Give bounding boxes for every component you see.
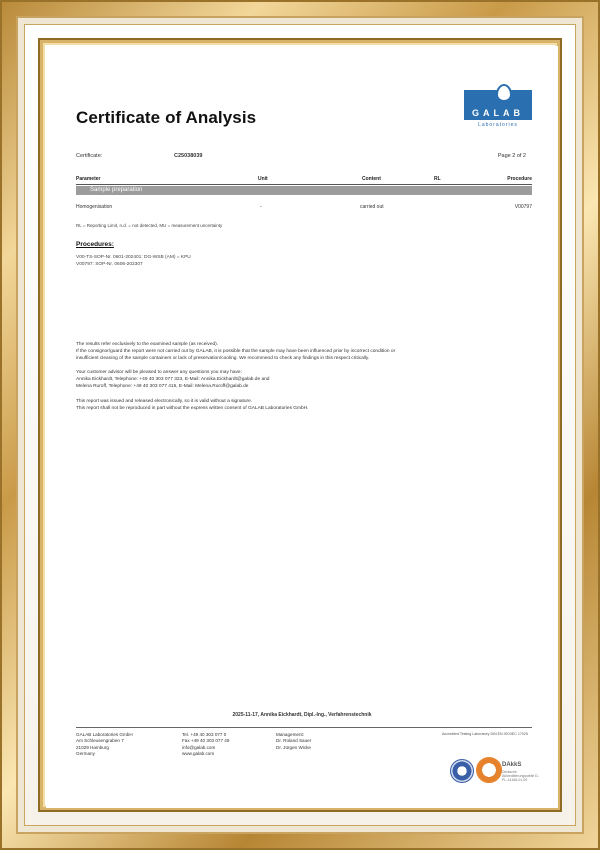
section-sample-preparation: Sample preparation (76, 186, 532, 195)
certificate-number: C25038039 (174, 153, 203, 159)
footer-line: 21029 Hamburg (76, 744, 109, 750)
header-content: Content (362, 176, 381, 182)
dakks-seal-icon (476, 757, 502, 783)
cell-parameter: Homogenisation (76, 204, 113, 210)
footer-management (276, 732, 311, 751)
accreditation-text: Accredited Testing Laboratory DIN EN ISO/IEC 17025 (442, 732, 528, 736)
footer-line: Fax +49 40 303 077 49 (182, 738, 230, 744)
body-text-line: If the consignor/guard the report were not carried out by GALAB, it is possible that the sample may have been influenced prior by incorrect condition or (76, 349, 396, 354)
certificate-paper (46, 46, 558, 808)
footer-line: www.galab.com (182, 751, 215, 757)
table-row (76, 204, 532, 211)
signature-line: 2025-11-17, Annika Eickhardt, Dipl.-Ing., Verfahrenstechnik (232, 712, 372, 718)
footer-divider (76, 727, 532, 728)
page-number: Page 2 of 2 (497, 153, 526, 159)
body-text-line: This report was issued and released electronically, so it is valid without a signature. (76, 399, 253, 404)
logo-drop-icon (496, 84, 512, 102)
rl-note: RL = Reporting Limit, n.d. = not detected, MU = measurement uncertainty (76, 223, 223, 228)
procedure-line: V00797: SOP-Nr. 0606-202307 (76, 262, 143, 267)
header-procedure: Procedure (507, 176, 532, 182)
document-title: Certificate of Analysis (76, 108, 257, 127)
footer-address (76, 732, 133, 758)
table-header (76, 176, 532, 185)
footer-line: Dr. Jürgen Wicke (276, 744, 311, 750)
certificate-label: Certificate: (76, 153, 103, 159)
header-unit: Unit (258, 176, 268, 182)
footer-line: GALAB Laboratories GmbH (76, 732, 133, 737)
cell-unit: - (260, 204, 262, 210)
body-text-line: Melena Ruroff, Telephone: +49 40 303 077 415, E-Mail: Melena.Ruroff@galab.de (76, 384, 249, 389)
footer-line: Am Schleusengraben 7 (76, 738, 124, 744)
galab-logo (460, 84, 532, 129)
logo-subtitle: Laboratories (478, 122, 518, 128)
body-text-line: The results refer exclusively to the examined sample (as received). (76, 342, 219, 347)
body-text-line: This report shall not be reproduced in part without the express written consent of GALAB Laboratories GmbH. (76, 406, 309, 411)
certification-seal-icon (450, 759, 474, 783)
header-rl: RL (434, 176, 441, 182)
cell-content: carried out (360, 204, 384, 210)
footer-contact (182, 732, 229, 758)
footer-line: Management: (276, 732, 305, 737)
procedure-line: V00-TS-SOP-Nr. 0601-202401: DG-WSB (AM) = KPU (76, 255, 191, 260)
body-text-line: insufficient cleaning of the sample containers or lack of preservation/cooling. We recommend to check any findings in this respect critically. (76, 356, 370, 361)
footer-line: Tel. +49 40 303 077 0 (182, 732, 227, 737)
logo-name: GALAB (472, 108, 524, 118)
dakks-label: DAkkS (502, 762, 522, 768)
footer-line: Germany (76, 751, 95, 757)
body-text-line: Your customer advisor will be pleased to answer any questions you may have: (76, 370, 242, 375)
footer-line: Dr. Roland Sauer (276, 738, 312, 744)
body-text-line: Annika Eickhardt, Telephone: +49 40 303 077 323, E-Mail: Annika.Eickhardt@galab.de and (76, 377, 270, 382)
procedures-heading: Procedures: (76, 241, 114, 248)
header-parameter: Parameter (76, 176, 101, 182)
footer-line: info@galab.com (182, 744, 216, 750)
dakks-subtitle: Deutsche Akkreditierungsstelle D-PL-14166-01-00 (502, 770, 539, 782)
cell-procedure: V00797 (514, 204, 532, 210)
